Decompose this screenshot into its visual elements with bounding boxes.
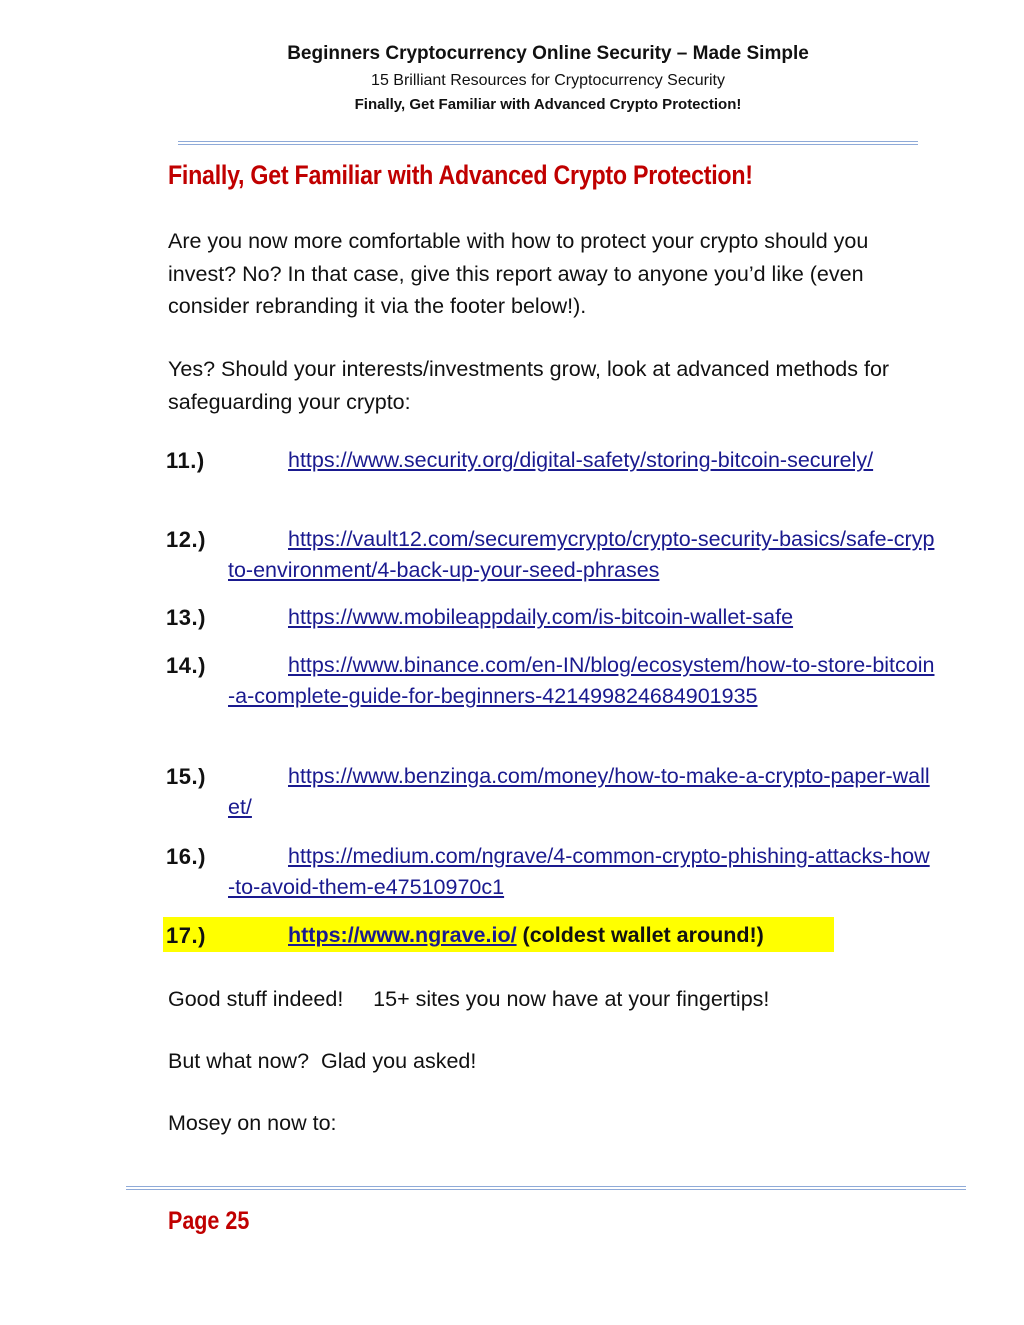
methods-paragraph: Yes? Should your interests/investments grow, look at advanced methods for safeguarding your crypto: xyxy=(168,357,890,414)
intro-paragraph: Are you now more comfortable with how to protect your crypto should you invest? No? In that case, give this report away to anyone you’d like (even consider rebranding it via the footer below!). xyxy=(168,229,869,318)
resource-item xyxy=(166,650,936,712)
chapter-title: Finally, Get Familiar with Advanced Crypto Protection! xyxy=(354,96,742,113)
closing-line: Good stuff indeed! 15+ sites you now have at your fingertips! xyxy=(168,987,770,1011)
resource-link[interactable]: https://www.security.org/digital-safety/storing-bitcoin-securely/ xyxy=(288,448,874,472)
closing-question: But what now? Glad you asked! xyxy=(168,1049,477,1073)
resource-link[interactable]: https://vault12.com/securemycrypto/crypto-security-basics/safe-crypto-environment/4-back-up-your-seed-phrases xyxy=(228,527,935,582)
resource-number: 15.) xyxy=(166,764,206,789)
resource-link[interactable]: https://www.benzinga.com/money/how-to-make-a-crypto-paper-wallet/ xyxy=(228,764,930,819)
footer-divider xyxy=(126,1186,966,1190)
header-divider xyxy=(178,141,918,145)
resource-number: 17.) xyxy=(166,923,206,948)
resource-note: (coldest wallet around!) xyxy=(522,923,764,947)
document-title: Beginners Cryptocurrency Online Security – Made Simple xyxy=(287,43,809,64)
resource-number: 11.) xyxy=(166,448,205,473)
resource-item xyxy=(166,841,936,903)
resource-link[interactable]: https://www.binance.com/en-IN/blog/ecosystem/how-to-store-bitcoin-a-complete-guide-for-beginners-421499824684901935 xyxy=(228,653,935,708)
resource-link[interactable]: https://medium.com/ngrave/4-common-crypto-phishing-attacks-how-to-avoid-them-e47510970c1 xyxy=(228,844,930,899)
resource-number: 13.) xyxy=(166,605,206,630)
section-heading: Finally, Get Familiar with Advanced Crypto Protection! xyxy=(168,160,753,190)
featured-resource-line xyxy=(288,920,764,951)
resource-link[interactable]: https://www.mobileappdaily.com/is-bitcoin-wallet-safe xyxy=(288,605,794,629)
document-subtitle: 15 Brilliant Resources for Cryptocurrency Security xyxy=(371,72,725,89)
closing-directive: Mosey on now to: xyxy=(168,1111,337,1135)
resource-number: 14.) xyxy=(166,653,206,678)
page-number: Page 25 xyxy=(168,1207,250,1235)
resource-item xyxy=(166,602,936,633)
resource-item xyxy=(166,445,936,476)
resource-item xyxy=(166,524,936,586)
resource-number: 12.) xyxy=(166,527,206,552)
resource-number: 16.) xyxy=(166,844,206,869)
resource-item xyxy=(166,761,936,823)
resource-link[interactable]: https://www.ngrave.io/ xyxy=(288,923,517,947)
